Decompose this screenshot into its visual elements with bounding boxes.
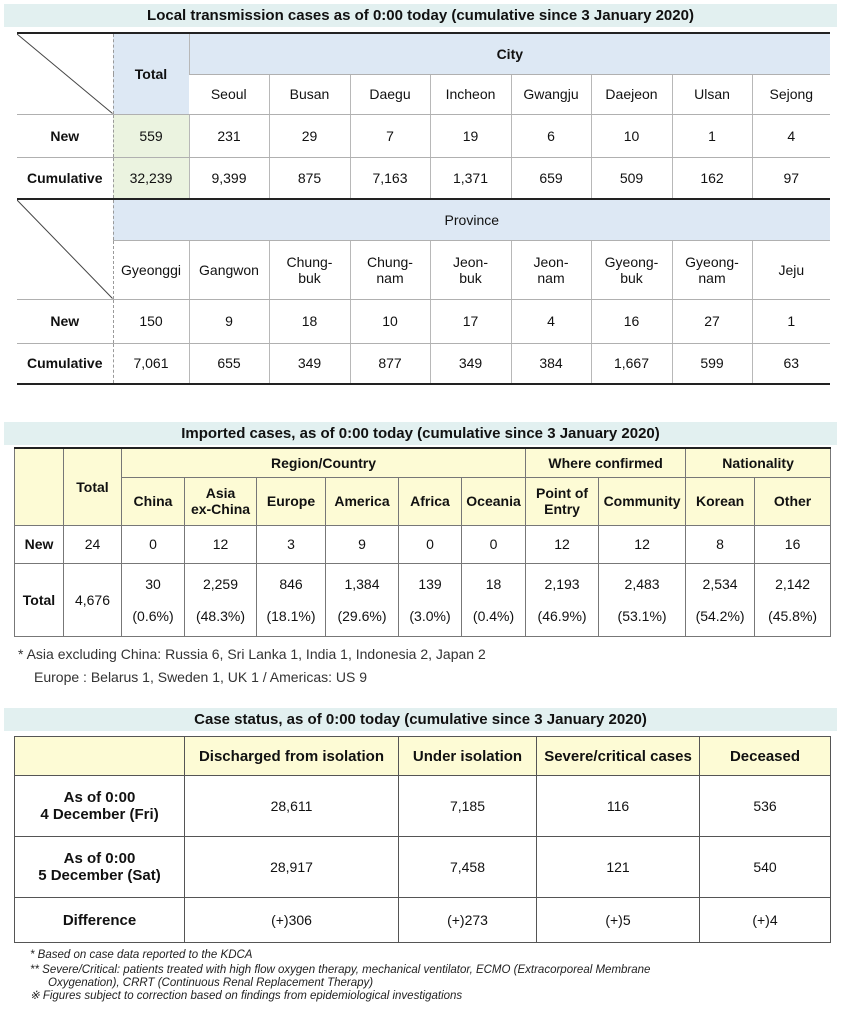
new-label: New — [17, 299, 113, 343]
status-corner — [15, 737, 185, 776]
total-header: Total — [113, 33, 189, 114]
imported-total-count: 2,142 — [775, 575, 811, 592]
imported-new-total: 24 — [64, 525, 122, 563]
status-row-label: Difference — [15, 898, 185, 943]
imported-title: Imported cases, as of 0:00 today (cumulative since 3 January 2020) — [4, 422, 837, 445]
province-name-0: Gyeonggi — [113, 240, 189, 299]
status-value: (+)4 — [700, 898, 831, 943]
city-name-0: Seoul — [189, 74, 269, 114]
imported-total-count: 139 — [418, 575, 442, 592]
city-cum-value: 97 — [752, 157, 830, 199]
imported-total-label: Total — [15, 563, 64, 636]
footnote-severe: ** Severe/Critical: patients treated with high flow oxygen therapy, mechanical ventilator, ECMO (Extracorporeal Membrane — [30, 964, 651, 976]
imported-total-count: 2,259 — [202, 575, 239, 592]
footnote-severe-cont: Oxygenation), CRRT (Continuous Renal Replacement Therapy) — [48, 977, 374, 989]
province-new-value: 27 — [672, 299, 752, 343]
city-new-value: 231 — [189, 114, 269, 157]
imported-total-percent: (46.9%) — [537, 607, 587, 624]
imported-new-value: 16 — [755, 525, 831, 563]
status-header-2: Severe/critical cases — [537, 737, 700, 776]
corner-cell-2 — [17, 199, 113, 299]
province-name-3: Chung- nam — [350, 240, 430, 299]
imported-total-percent: (0.6%) — [132, 607, 174, 624]
status-title: Case status, as of 0:00 today (cumulative since 3 January 2020) — [4, 708, 837, 731]
city-cum-total: 32,239 — [113, 157, 189, 199]
imported-total-cell — [185, 563, 257, 636]
imported-new-value: 12 — [185, 525, 257, 563]
imported-total-percent: (29.6%) — [337, 607, 387, 624]
imported-total-count: 30 — [145, 575, 161, 592]
status-row — [15, 837, 831, 898]
city-cum-value: 7,163 — [350, 157, 430, 199]
local-title: Local transmission cases as of 0:00 today (cumulative since 3 January 2020) — [4, 4, 837, 27]
status-value: (+)306 — [185, 898, 399, 943]
imported-total-cell — [326, 563, 399, 636]
city-cum-value: 1,371 — [430, 157, 511, 199]
imported-col-4: Africa — [399, 477, 462, 525]
imported-total-cell — [122, 563, 185, 636]
imported-col-2: Europe — [257, 477, 326, 525]
footnote-kdca: * Based on case data reported to the KDCA — [30, 949, 253, 961]
province-name-8: Jeju — [752, 240, 830, 299]
nationality-header: Nationality — [686, 448, 831, 477]
city-new-value: 19 — [430, 114, 511, 157]
city-cum-value: 509 — [591, 157, 672, 199]
province-cum-value: 7,061 — [113, 343, 189, 384]
city-cum-value: 9,399 — [189, 157, 269, 199]
imported-total-percent: (18.1%) — [266, 607, 316, 624]
imported-total-header: Total — [64, 448, 122, 525]
city-name-1: Busan — [269, 74, 350, 114]
status-row-label: As of 0:00 5 December (Sat) — [15, 837, 185, 898]
imported-total-percent: (53.1%) — [617, 607, 667, 624]
province-new-value: 9 — [189, 299, 269, 343]
new-label: New — [17, 114, 113, 157]
status-value: (+)5 — [537, 898, 700, 943]
city-cum-value: 875 — [269, 157, 350, 199]
imported-total-count: 2,483 — [624, 575, 660, 592]
province-cum-value: 655 — [189, 343, 269, 384]
imported-total-cell — [755, 563, 831, 636]
status-header-0: Discharged from isolation — [185, 737, 399, 776]
city-new-value: 10 — [591, 114, 672, 157]
imported-total-count: 2,534 — [702, 575, 738, 592]
imported-total-cell — [599, 563, 686, 636]
status-value: 28,611 — [185, 776, 399, 837]
imported-col-9: Other — [755, 477, 831, 525]
where-confirmed-header: Where confirmed — [526, 448, 686, 477]
imported-corner — [15, 448, 64, 525]
city-new-total: 559 — [113, 114, 189, 157]
status-value: 540 — [700, 837, 831, 898]
imported-new-value: 8 — [686, 525, 755, 563]
region-header: Region/Country — [122, 448, 526, 477]
imported-total-cell — [257, 563, 326, 636]
imported-total-count: 1,384 — [344, 575, 380, 592]
status-value: 116 — [537, 776, 700, 837]
province-name-4: Jeon- buk — [430, 240, 511, 299]
province-new-value: 1 — [752, 299, 830, 343]
imported-total-cell — [526, 563, 599, 636]
imported-col-3: America — [326, 477, 399, 525]
province-cum-value: 384 — [511, 343, 591, 384]
imported-total-count: 18 — [485, 575, 502, 592]
city-new-value: 1 — [672, 114, 752, 157]
province-cum-value: 599 — [672, 343, 752, 384]
province-header: Province — [113, 199, 830, 240]
status-header-1: Under isolation — [399, 737, 537, 776]
city-name-4: Gwangju — [511, 74, 591, 114]
status-value: 121 — [537, 837, 700, 898]
imported-col-8: Korean — [686, 477, 755, 525]
imported-new-value: 12 — [526, 525, 599, 563]
imported-note-asia: * Asia excluding China: Russia 6, Sri Lanka 1, India 1, Indonesia 2, Japan 2 — [18, 646, 486, 662]
imported-total-value: 4,676 — [64, 563, 122, 636]
province-cum-value: 349 — [430, 343, 511, 384]
province-new-value: 18 — [269, 299, 350, 343]
city-name-2: Daegu — [350, 74, 430, 114]
province-new-value: 150 — [113, 299, 189, 343]
local-cases-table — [17, 32, 830, 385]
city-cum-value: 659 — [511, 157, 591, 199]
province-name-5: Jeon- nam — [511, 240, 591, 299]
imported-new-value: 9 — [326, 525, 399, 563]
province-cum-value: 63 — [752, 343, 830, 384]
cumulative-label: Cumulative — [17, 157, 113, 199]
imported-new-value: 12 — [599, 525, 686, 563]
province-name-2: Chung- buk — [269, 240, 350, 299]
imported-new-value: 0 — [122, 525, 185, 563]
imported-total-cell — [686, 563, 755, 636]
city-new-value: 6 — [511, 114, 591, 157]
city-name-6: Ulsan — [672, 74, 752, 114]
province-name-1: Gangwon — [189, 240, 269, 299]
imported-new-label: New — [15, 525, 64, 563]
city-name-7: Sejong — [752, 74, 830, 114]
status-value: (+)273 — [399, 898, 537, 943]
imported-col-0: China — [122, 477, 185, 525]
imported-total-percent: (48.3%) — [195, 607, 246, 624]
imported-col-5: Oceania — [462, 477, 526, 525]
imported-new-value: 0 — [462, 525, 526, 563]
province-new-value: 17 — [430, 299, 511, 343]
imported-total-count: 846 — [279, 575, 303, 592]
imported-cases-table — [14, 447, 831, 637]
city-new-value: 29 — [269, 114, 350, 157]
imported-note-europe: Europe : Belarus 1, Sweden 1, UK 1 / Americas: US 9 — [34, 669, 368, 685]
footnote-correction: ※ Figures subject to correction based on findings from epidemiological investigations — [30, 990, 463, 1002]
province-cum-value: 349 — [269, 343, 350, 384]
province-new-value: 10 — [350, 299, 430, 343]
status-header-3: Deceased — [700, 737, 831, 776]
province-cum-value: 1,667 — [591, 343, 672, 384]
status-row-label: As of 0:00 4 December (Fri) — [15, 776, 185, 837]
status-value: 536 — [700, 776, 831, 837]
imported-total-count: 2,193 — [544, 575, 580, 592]
status-value: 7,458 — [399, 837, 537, 898]
imported-total-percent: (0.4%) — [472, 607, 515, 624]
city-header: City — [189, 33, 830, 74]
case-status-table — [14, 736, 831, 943]
imported-col-7: Community — [599, 477, 686, 525]
province-cum-value: 877 — [350, 343, 430, 384]
province-new-value: 4 — [511, 299, 591, 343]
imported-total-percent: (3.0%) — [409, 607, 451, 624]
province-new-value: 16 — [591, 299, 672, 343]
imported-col-6: Point of Entry — [526, 477, 599, 525]
status-row — [15, 776, 831, 837]
status-value: 28,917 — [185, 837, 399, 898]
imported-total-cell — [462, 563, 526, 636]
city-cum-value: 162 — [672, 157, 752, 199]
city-name-5: Daejeon — [591, 74, 672, 114]
imported-total-percent: (54.2%) — [695, 607, 745, 624]
cumulative-label: Cumulative — [17, 343, 113, 384]
imported-total-cell — [399, 563, 462, 636]
city-new-value: 7 — [350, 114, 430, 157]
status-row — [15, 898, 831, 943]
imported-new-value: 3 — [257, 525, 326, 563]
imported-total-percent: (45.8%) — [768, 607, 818, 624]
province-name-7: Gyeong- nam — [672, 240, 752, 299]
province-name-6: Gyeong- buk — [591, 240, 672, 299]
status-value: 7,185 — [399, 776, 537, 837]
imported-col-1: Asia ex-China — [185, 477, 257, 525]
corner-cell — [17, 33, 113, 114]
imported-new-value: 0 — [399, 525, 462, 563]
city-name-3: Incheon — [430, 74, 511, 114]
city-new-value: 4 — [752, 114, 830, 157]
